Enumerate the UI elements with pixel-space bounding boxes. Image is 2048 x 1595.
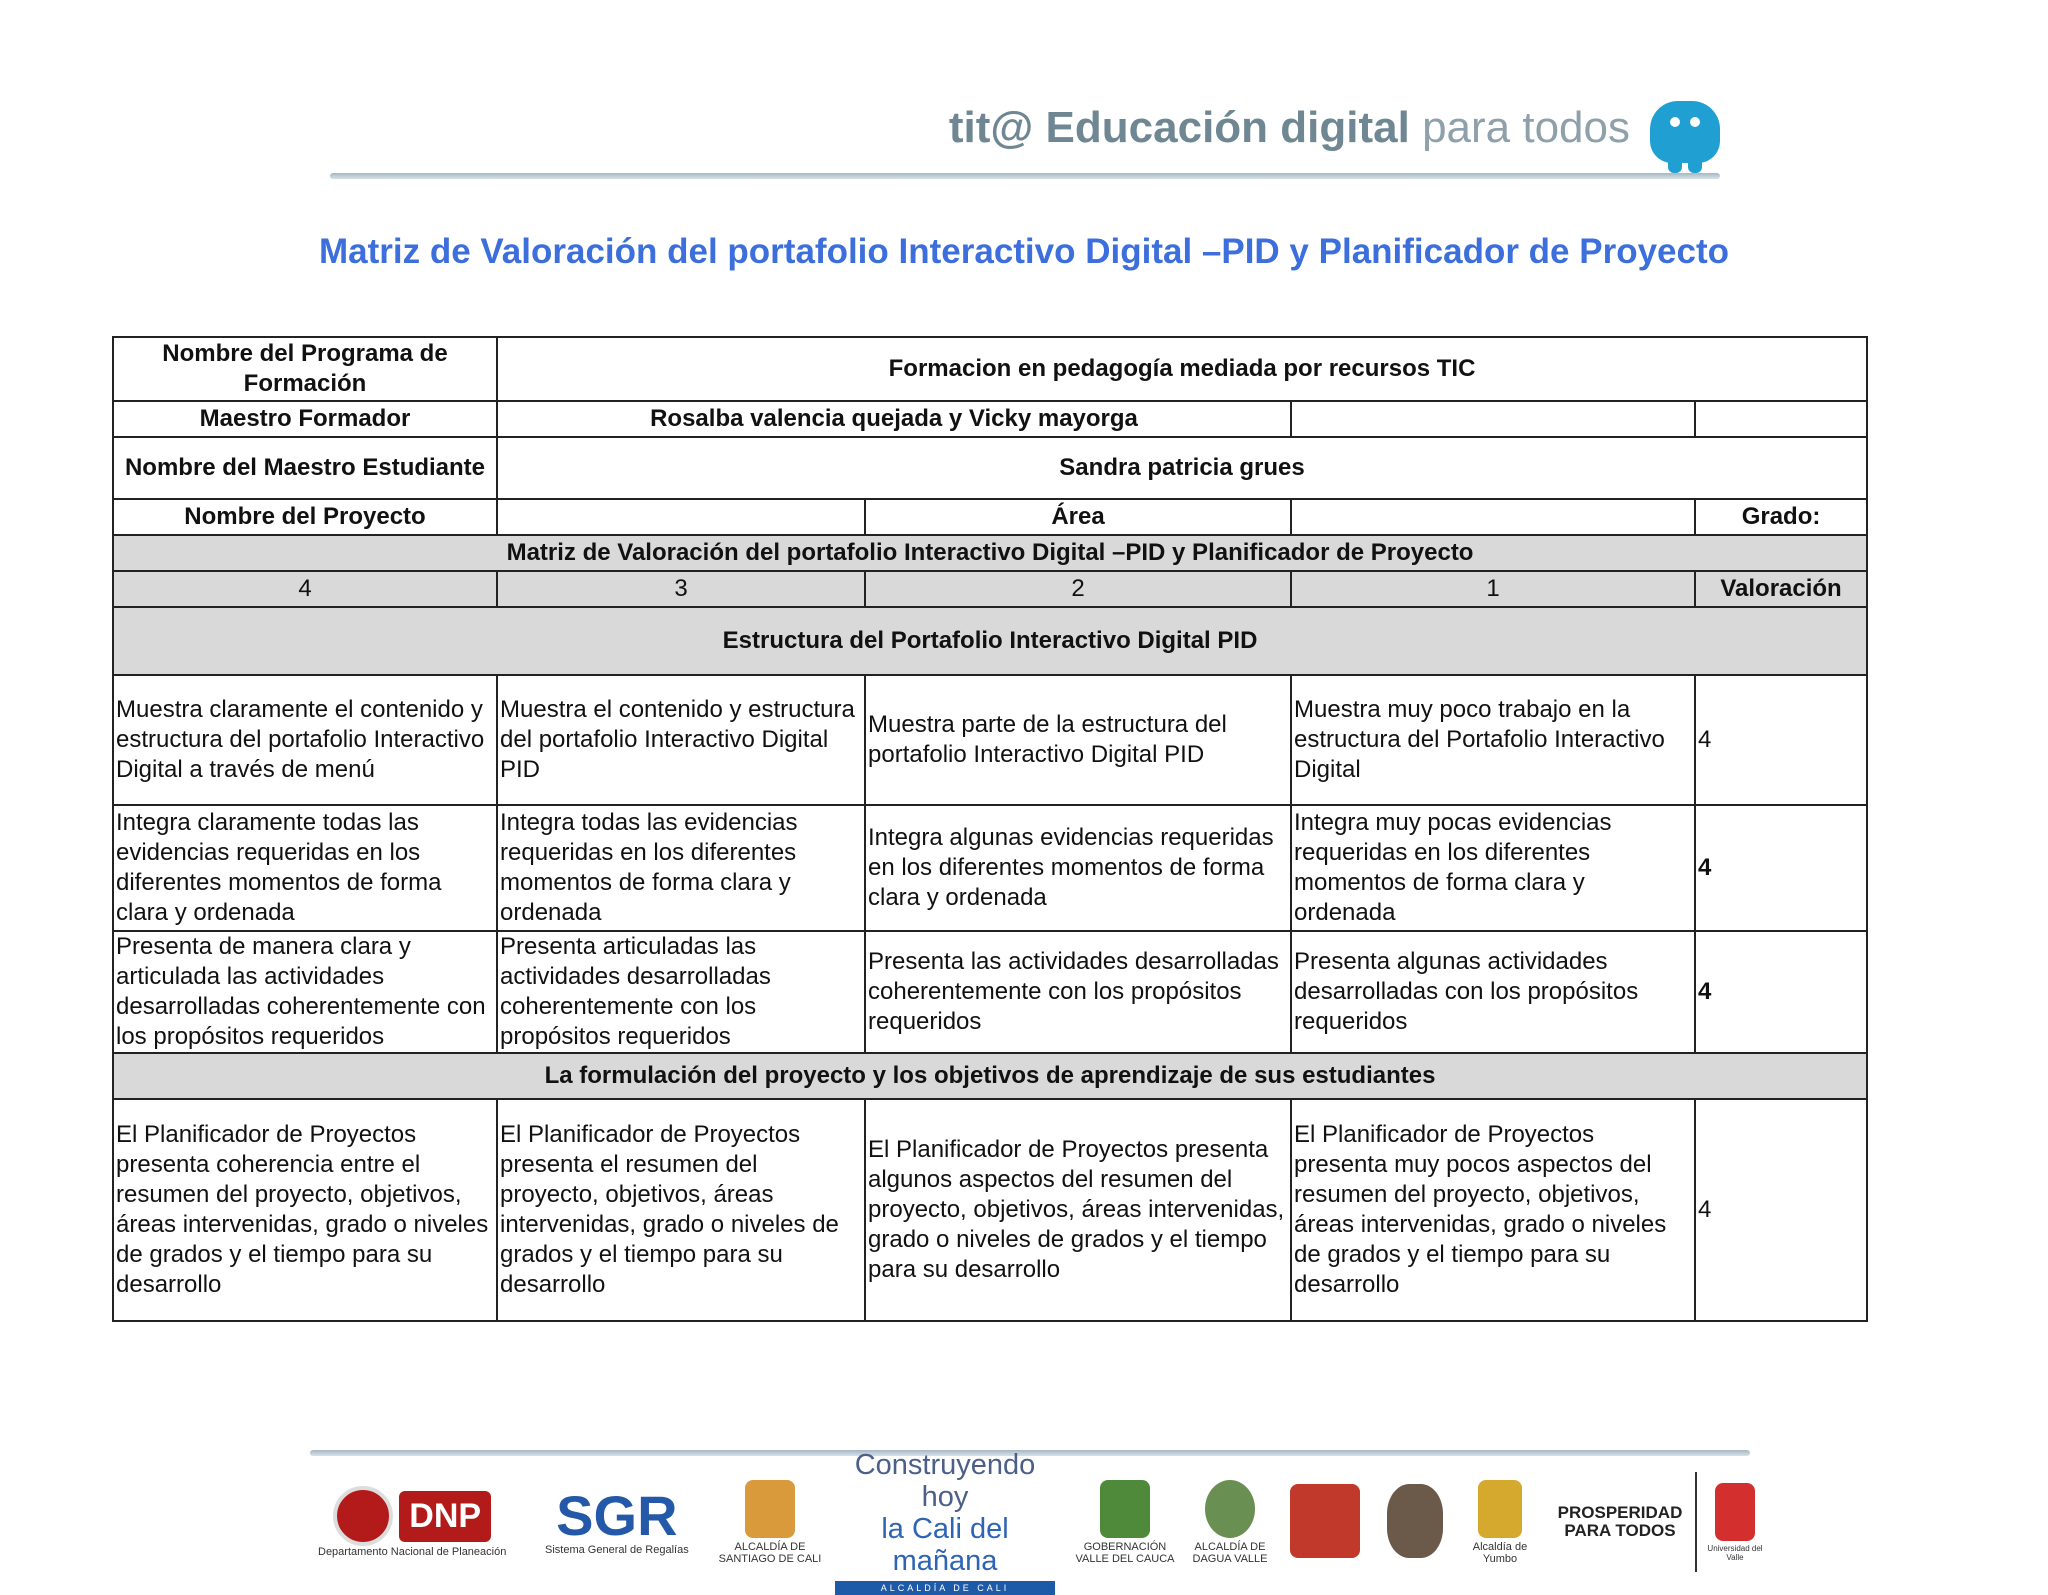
prosperidad-line1: PROSPERIDAD [1557, 1503, 1683, 1522]
sponsor-logos [310, 1449, 1763, 1593]
dagua-logo [1185, 1472, 1275, 1572]
matrix-title-row [113, 535, 1867, 571]
brand-light: para todos [1422, 103, 1630, 152]
mascot-icon [1650, 101, 1720, 163]
level-1: 1 [1291, 571, 1695, 607]
municipal-shield-logo [1280, 1472, 1370, 1572]
grade-label: Grado: [1695, 499, 1867, 535]
criteria-cell-level-2: Presenta las actividades desarrolladas coherentemente con los propósitos requeridos [865, 931, 1291, 1053]
sgr-subtitle: Sistema General de Regalías [545, 1544, 689, 1556]
matrix-title: Matriz de Valoración del portafolio Interactivo Digital –PID y Planificador de Proyecto [113, 535, 1867, 571]
shield-icon [1100, 1480, 1150, 1538]
shield-icon [1290, 1484, 1360, 1558]
prosperidad-logo [1555, 1472, 1685, 1572]
dnp-label: DNP [399, 1491, 491, 1542]
section-header [113, 1053, 1867, 1099]
criteria-cell-level-4: Muestra claramente el contenido y estructura del portafolio Interactivo Digital a través de menú [113, 675, 497, 805]
criteria-cell-level-1: Presenta algunas actividades desarrolladas con los propósitos requeridos [1291, 931, 1695, 1053]
shield-icon [1478, 1480, 1522, 1538]
criteria-cell-level-1: Integra muy pocas evidencias requeridas en los diferentes momentos de forma clara y ordenada [1291, 805, 1695, 931]
criteria-cell-level-1: Muestra muy poco trabajo en la estructura del Portafolio Interactivo Digital [1291, 675, 1695, 805]
cali-logo [830, 1449, 1060, 1593]
empty-cell [1695, 401, 1867, 437]
sgr-label: SGR [556, 1484, 678, 1547]
santiago-label: ALCALDÍA DE SANTIAGO DE CALI [718, 1540, 822, 1565]
cali-bar: ALCALDÍA DE CALI [835, 1581, 1055, 1595]
program-label: Nombre del Programa de Formación [113, 337, 497, 401]
cali-line1: Construyendo hoy [854, 1449, 1036, 1513]
criteria-row [113, 1099, 1867, 1321]
header-divider [330, 173, 1720, 179]
cali-line2: la Cali del mañana [881, 1513, 1009, 1577]
yumbo-logo [1455, 1472, 1545, 1572]
level-3: 3 [497, 571, 865, 607]
criteria-cell-level-3: El Planificador de Proyectos presenta el resumen del proyecto, objetivos, áreas intervenidas, grado o niveles de grados y el tiempo para su desarrollo [497, 1099, 865, 1321]
criteria-cell-level-2: Integra algunas evidencias requeridas en los diferentes momentos de forma clara y ordenada [865, 805, 1291, 931]
info-row-trainer [113, 401, 1867, 437]
yumbo-label: Alcaldía de Yumbo [1472, 1540, 1528, 1565]
gobernacion-label: GOBERNACIÓN VALLE DEL CAUCA [1075, 1540, 1175, 1565]
seal-icon [1387, 1484, 1443, 1558]
program-value: Formacion en pedagogía mediada por recursos TIC [497, 337, 1867, 401]
score-cell: 4 [1695, 1099, 1867, 1321]
trainer-value: Rosalba valencia quejada y Vicky mayorga [497, 401, 1291, 437]
gobernacion-logo [1075, 1472, 1175, 1572]
info-row-project [113, 499, 1867, 535]
score-cell: 4 [1695, 805, 1867, 931]
section-header [113, 607, 1867, 675]
criteria-cell-level-4: Presenta de manera clara y articulada las actividades desarrolladas coherentemente con los propósitos requeridos [113, 931, 497, 1053]
criteria-cell-level-2: El Planificador de Proyectos presenta algunos aspectos del resumen del proyecto, objetivos, áreas intervenidas, grado o niveles de grados y el tiempo para su desarrollo [865, 1099, 1291, 1321]
criteria-row [113, 675, 1867, 805]
dagua-label: ALCALDÍA DE DAGUA VALLE [1192, 1540, 1268, 1565]
section-title: Estructura del Portafolio Interactivo Digital PID [113, 607, 1867, 675]
student-label: Nombre del Maestro Estudiante [113, 437, 497, 499]
student-value: Sandra patricia grues [497, 437, 1867, 499]
prosperidad-line2: PARA TODOS [1564, 1521, 1676, 1540]
project-value [497, 499, 865, 535]
dnp-subtitle: Departamento Nacional de Planeación [318, 1546, 507, 1558]
mountain-icon [1205, 1480, 1255, 1538]
page-header [320, 95, 1740, 185]
criteria-cell-level-1: El Planificador de Proyectos presenta muy pocos aspectos del resumen del proyecto, objetivos, áreas intervenidas, grado o niveles de grados y el tiempo para su desarrollo [1291, 1099, 1695, 1321]
trainer-label: Maestro Formador [113, 401, 497, 437]
dnp-logo [318, 1472, 506, 1572]
levels-row [113, 571, 1867, 607]
info-row-student [113, 437, 1867, 499]
univalle-shield-icon [1715, 1483, 1755, 1541]
criteria-cell-level-2: Muestra parte de la estructura del portafolio Interactivo Digital PID [865, 675, 1291, 805]
criteria-cell-level-4: El Planificador de Proyectos presenta coherencia entre el resumen del proyecto, objetivos, áreas intervenidas, grado o niveles de grados y el tiempo para su desarrollo [113, 1099, 497, 1321]
area-label: Área [865, 499, 1291, 535]
score-cell: 4 [1695, 931, 1867, 1053]
level-2: 2 [865, 571, 1291, 607]
colombia-seal-icon [333, 1486, 393, 1546]
valoracion-header: Valoración [1695, 571, 1867, 607]
brand-logo [949, 103, 1630, 153]
level-4: 4 [113, 571, 497, 607]
criteria-cell-level-3: Muestra el contenido y estructura del portafolio Interactivo Digital PID [497, 675, 865, 805]
info-row-program [113, 337, 1867, 401]
univalle-logo [1695, 1472, 1765, 1572]
empty-cell [1291, 401, 1695, 437]
area-value [1291, 499, 1695, 535]
criteria-cell-level-3: Integra todas las evidencias requeridas en los diferentes momentos de forma clara y ordenada [497, 805, 865, 931]
sgr-logo [545, 1472, 689, 1572]
santiago-logo [715, 1472, 825, 1572]
shield-icon [745, 1480, 795, 1538]
section-title: La formulación del proyecto y los objetivos de aprendizaje de sus estudiantes [113, 1053, 1867, 1099]
univalle-label: Universidad del Valle [1707, 1543, 1763, 1562]
criteria-cell-level-4: Integra claramente todas las evidencias requeridas en los diferentes momentos de forma clara y ordenada [113, 805, 497, 931]
criteria-row [113, 805, 1867, 931]
municipal-seal-logo [1375, 1472, 1455, 1572]
evaluation-matrix [112, 336, 1868, 1322]
criteria-cell-level-3: Presenta articuladas las actividades desarrolladas coherentemente con los propósitos requeridos [497, 931, 865, 1053]
brand-bold: tit@ Educación digital [948, 103, 1410, 152]
criteria-row [113, 931, 1867, 1053]
project-label: Nombre del Proyecto [113, 499, 497, 535]
score-cell: 4 [1695, 675, 1867, 805]
document-title: Matriz de Valoración del portafolio Interactivo Digital –PID y Planificador de Proyecto [318, 232, 1730, 271]
